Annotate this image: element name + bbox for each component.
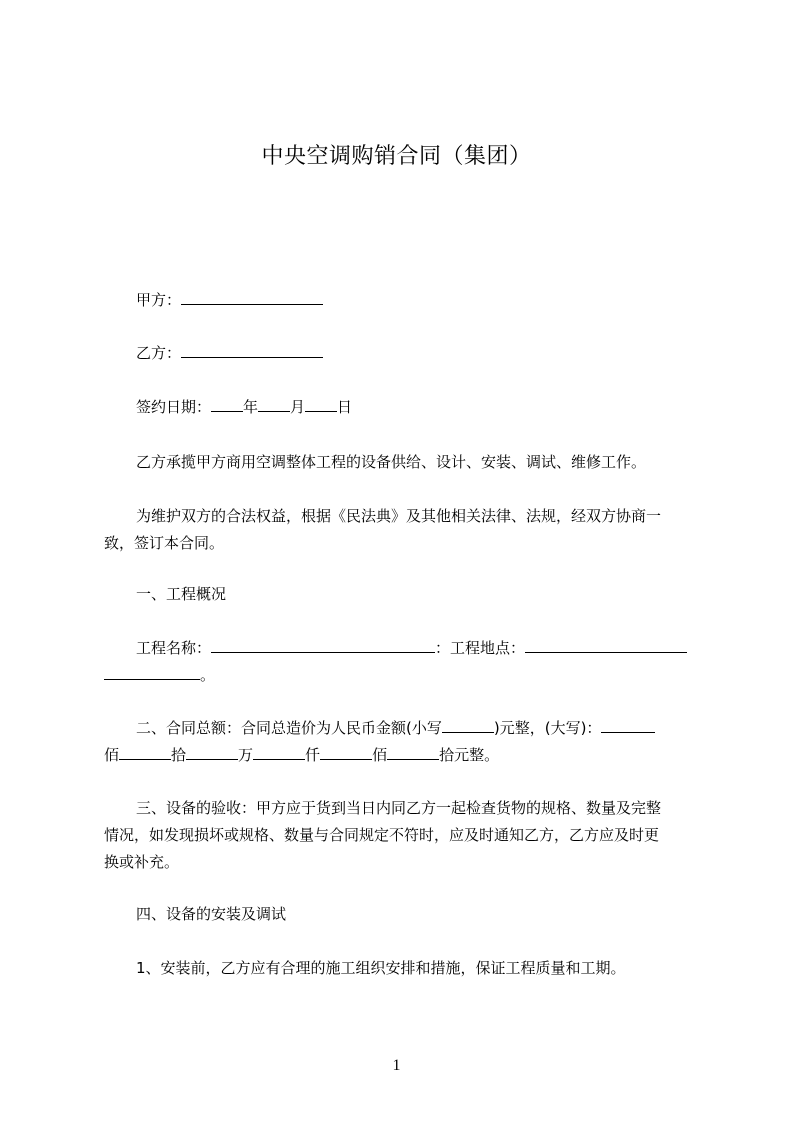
sign-date-line	[136, 393, 352, 421]
section-4-heading: 四、设备的安装及调试	[136, 905, 287, 923]
amount-small-blank[interactable]	[442, 717, 494, 733]
unit-bai-1: 佰	[104, 746, 120, 764]
unit-qian: 仟	[305, 746, 321, 764]
section-1-heading: 一、工程概况	[136, 585, 227, 603]
party-a-line	[136, 286, 323, 314]
page-number: 1	[392, 1057, 401, 1074]
amount-lead: 二、合同总额：合同总造价为人民币金额(小写	[136, 719, 442, 737]
party-a-label: 甲方：	[136, 291, 182, 309]
amount-after-small: )元整，(大写)：	[493, 719, 602, 737]
project-site-label: ：工程地点：	[435, 639, 526, 657]
party-b-line	[136, 339, 323, 367]
sign-day-blank[interactable]	[305, 396, 337, 412]
unit-wan: 万	[238, 746, 254, 764]
unit-blank-4[interactable]	[320, 744, 372, 760]
amount-upper-blank[interactable]	[601, 717, 655, 733]
month-label: 月	[290, 398, 306, 416]
section-3-line-3: 换或补充。	[104, 853, 180, 871]
day-label: 日	[337, 398, 353, 416]
project-site-blank-cont[interactable]	[104, 664, 200, 680]
party-b-label: 乙方：	[136, 344, 182, 362]
project-line-end: 。	[200, 666, 216, 684]
sign-year-blank[interactable]	[211, 396, 243, 412]
section-3-line-1: 三、设备的验收：甲方应于货到当日内同乙方一起检查货物的规格、数量及完整	[136, 799, 662, 817]
basis-paragraph-line-1: 为维护双方的合法权益，根据《民法典》及其他相关法律、法规，经双方协商一	[136, 507, 662, 525]
project-line-2	[104, 661, 215, 689]
sign-date-label: 签约日期：	[136, 398, 212, 416]
unit-shi-end: 拾元整。	[439, 746, 500, 764]
project-site-blank[interactable]	[525, 637, 687, 653]
section-4-item-1: 1、安装前，乙方应有合理的施工组织安排和措施，保证工程质量和工期。	[136, 959, 626, 977]
party-a-blank[interactable]	[181, 289, 323, 305]
unit-bai-2: 佰	[372, 746, 388, 764]
basis-paragraph-line-2: 致，签订本合同。	[104, 534, 225, 552]
unit-blank-2[interactable]	[186, 744, 238, 760]
unit-blank-3[interactable]	[253, 744, 305, 760]
document-title: 中央空调购销合同（集团）	[261, 144, 532, 169]
unit-blank-1[interactable]	[119, 744, 171, 760]
section-3-line-2: 情况，如发现损坏或规格、数量与合同规定不符时，应及时通知乙方，乙方应及时更	[104, 826, 660, 844]
scope-paragraph: 乙方承揽甲方商用空调整体工程的设备供给、设计、安装、调试、维修工作。	[136, 453, 647, 471]
sign-month-blank[interactable]	[258, 396, 290, 412]
unit-shi-1: 拾	[171, 746, 187, 764]
project-line	[136, 634, 687, 662]
party-b-blank[interactable]	[181, 342, 323, 358]
contract-amount-line-1	[136, 714, 655, 742]
project-name-label: 工程名称：	[136, 639, 212, 657]
contract-amount-line-2	[104, 741, 499, 769]
year-label: 年	[243, 398, 259, 416]
unit-blank-5[interactable]	[387, 744, 439, 760]
project-name-blank[interactable]	[211, 637, 435, 653]
